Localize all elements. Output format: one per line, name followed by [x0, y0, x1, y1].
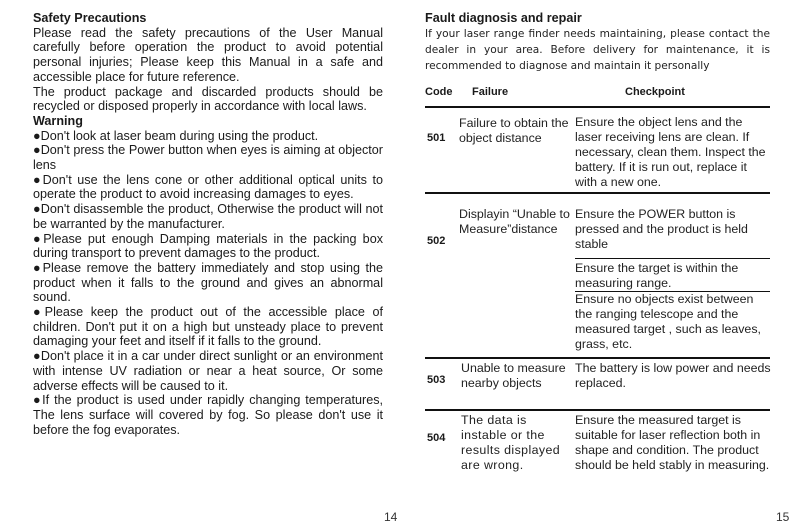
row-code: 503 — [427, 374, 446, 386]
warning-item: ●Please keep the product out of the accessible place of children. Don't put it on a high but unsteady place to prevent damaging your feet and itself if it falls to the ground. — [33, 305, 383, 349]
warning-item: ●Don't press the Power button when eyes is aiming at objector lens — [33, 143, 383, 173]
warning-item: ●Don't disassemble the product, Otherwise the product will not be warranted by the manufacturer. — [33, 202, 383, 231]
safety-paragraph: The product package and discarded products should be recycled or disposed properly in accordance with local laws. — [33, 84, 383, 114]
row-checkpoint: Ensure the target is within the measuring range. — [575, 261, 739, 290]
row-checkpoint: Ensure the POWER button is pressed and the product is held stable — [575, 207, 748, 251]
row-failure: The data is instable or the results displayed are wrong. — [461, 413, 561, 472]
warning-item: ●Please remove the battery immediately and stop using the product when it falls to the ground and gives an abnormal sound. — [33, 260, 383, 305]
warning-item: ●Don't place it in a car under direct sunlight or an environment with intense UV radiation or near a heat source, Or some adverse effects will be caused to it. — [33, 349, 383, 393]
safety-heading: Safety Precautions — [33, 11, 147, 25]
row-failure: Failure to obtain the object distance — [459, 116, 569, 145]
warning-item: ●Don't look at laser beam during using the product. — [33, 128, 319, 143]
warning-item: ●Don't use the lens cone or other additional optical units to operate the product to avoid increasing damages to eyes. — [33, 172, 383, 202]
page-number-right: 15 — [776, 510, 790, 524]
row-rule — [425, 192, 770, 194]
fault-heading: Fault diagnosis and repair — [425, 11, 582, 25]
warning-item: ●If the product is used under rapidly changing temperatures, The lens surface will covered by fog. So please don't use it before the fog evaporates. — [33, 393, 383, 437]
safety-section — [33, 11, 383, 437]
safety-paragraph: Please read the safety precautions of the User Manual carefully before operation the product to avoid potential personal injuries; Please keep this Manual in a safe and accessible place for future reference. — [33, 25, 383, 84]
warning-item: ●Please put enough Damping materials in the packing box during transport to prevent damages to the product. — [33, 231, 383, 261]
row-failure: Unable to measure nearby objects — [461, 361, 566, 390]
row-failure: Displayin “Unable to Measure”distance — [459, 207, 570, 236]
row-checkpoint: Ensure no objects exist between the ranging telescope and the measured target , such as leaves, grass, etc. — [575, 292, 761, 351]
row-code: 501 — [427, 132, 446, 144]
row-checkpoint: The battery is low power and needs replaced. — [575, 361, 771, 390]
row-checkpoint: Ensure the object lens and the laser receiving lens are clean. If necessary, clean them. Inspect the battery. If it is run out, replace it with a new one. — [575, 115, 766, 189]
fault-intro: If your laser range finder needs maintaining, please contact the dealer in your area. Before delivery for maintenance, it is recommended to diagnose and maintain it personally — [425, 28, 770, 72]
header-code: Code — [425, 86, 453, 98]
row-code: 502 — [427, 235, 446, 247]
row-rule — [425, 357, 770, 359]
header-checkpoint: Checkpoint — [625, 86, 685, 98]
row-code: 504 — [427, 432, 446, 444]
row-checkpoint: Ensure the measured target is suitable for laser reflection both in shape and condition. The product should be held stably in measuring. — [575, 413, 770, 472]
row-rule — [425, 409, 770, 411]
page-number-left: 14 — [384, 510, 398, 524]
subrow-rule — [575, 258, 770, 259]
warning-heading: Warning — [33, 113, 83, 128]
header-rule — [425, 106, 770, 108]
header-failure: Failure — [472, 86, 509, 98]
